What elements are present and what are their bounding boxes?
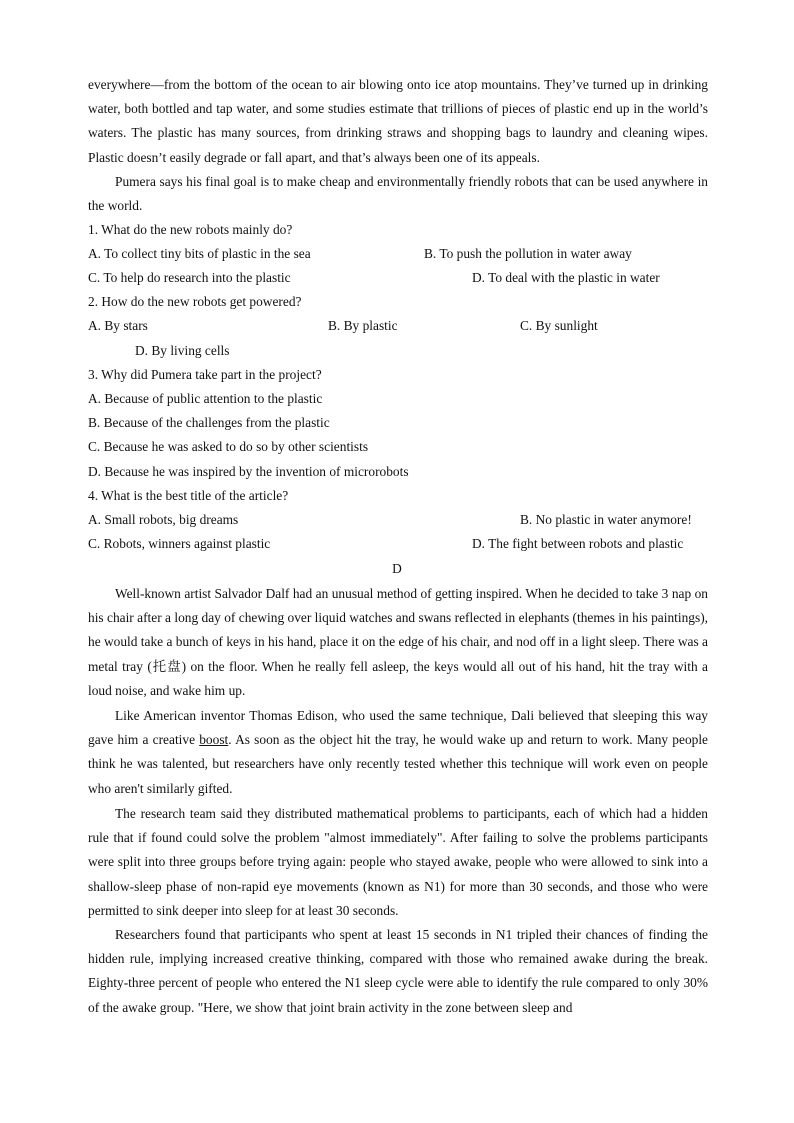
question-4-option-d[interactable]: D. The fight between robots and plastic xyxy=(472,536,684,551)
question-2-stem: 2. How do the new robots get powered? xyxy=(88,294,302,309)
question-2-option-a[interactable]: A. By stars xyxy=(88,318,148,333)
question-4-option-c[interactable]: C. Robots, winners against plastic xyxy=(88,536,271,551)
passage-d-paragraph-3: The research team said they distributed mathematical problems to participants, each of which had a hidden rule that if found could solve the problem "almost immediately". After failing to solve the problems participants were split into three groups before trying again: people who stayed awake, people who were allowed to sink into a shallow-sleep phase of non-rapid eye movements (known as N1) for more than 30 seconds, and those who were permitted to sink deeper into sleep for at least 30 seconds. xyxy=(88,806,708,918)
passage-d-paragraph-2 xyxy=(88,704,708,801)
question-1-option-b[interactable]: B. To push the pollution in water away xyxy=(424,246,632,261)
question-3-option-a[interactable]: A. Because of public attention to the plastic xyxy=(88,391,323,406)
question-1-stem: 1. What do the new robots mainly do? xyxy=(88,222,293,237)
question-2-option-c[interactable]: C. By sunlight xyxy=(520,318,598,333)
question-4-stem: 4. What is the best title of the article? xyxy=(88,488,289,503)
question-2-option-b[interactable]: B. By plastic xyxy=(328,318,398,333)
passage-d-paragraph-2-text-1: Like American inventor Thomas Edison, who used the same technique, Dali believed that sleeping this way gave him a creative xyxy=(88,708,708,748)
passage-d-paragraph-2-text-2: . As soon as the object hit the tray, he would wake up and return to work. Many people think he was talented, but researchers have only recently tested whether this technique will work even on people who aren't similarly gifted. xyxy=(88,732,708,796)
question-3-option-d[interactable]: D. Because he was inspired by the invention of microrobots xyxy=(88,464,409,479)
passage-d-paragraph-4: Researchers found that participants who spent at least 15 seconds in N1 tripled their chances of finding the hidden rule, implying increased creative thinking, compared with those who remained awake during the break. Eighty-three percent of people who entered the N1 sleep cycle were able to identify the rule compared to only 30% of the awake group. "Here, we show that joint brain activity in the zone between sleep and xyxy=(88,927,708,1015)
question-2-option-d[interactable]: D. By living cells xyxy=(135,343,230,358)
question-4-option-b[interactable]: B. No plastic in water anymore! xyxy=(520,512,692,527)
passage-d-heading: D xyxy=(392,561,402,576)
passage-c-paragraph-2: Pumera says his final goal is to make cheap and environmentally friendly robots that can be used anywhere in the world. xyxy=(88,174,708,214)
question-3-stem: 3. Why did Pumera take part in the project? xyxy=(88,367,322,382)
question-3-option-b[interactable]: B. Because of the challenges from the plastic xyxy=(88,415,330,430)
passage-d-paragraph-1: Well-known artist Salvador Dalf had an unusual method of getting inspired. When he decided to take 3 nap on his chair after a long day of chewing over liquid watches and swans reflected in elephants (themes in his paintings), he would take a bunch of keys in his hand, place it on the edge of his chair, and nod off in a light sleep. There was a metal tray (托盘) on the floor. When he really fell asleep, the keys would all out of his hand, hit the tray with a loud noise, and wake him up. xyxy=(88,586,708,698)
question-4-option-a[interactable]: A. Small robots, big dreams xyxy=(88,512,239,527)
question-1-option-d[interactable]: D. To deal with the plastic in water xyxy=(472,270,660,285)
question-1-option-c[interactable]: C. To help do research into the plastic xyxy=(88,270,291,285)
passage-c-paragraph-1: everywhere—from the bottom of the ocean to air blowing onto ice atop mountains. They’ve turned up in drinking water, both bottled and tap water, and some studies estimate that trillions of pieces of plastic end up in the world’s waters. The plastic has many sources, from drinking straws and shopping bags to laundry and cleaning wipes. Plastic doesn’t easily degrade or fall apart, and that’s always been one of its appeals. xyxy=(88,77,708,165)
question-1-option-a[interactable]: A. To collect tiny bits of plastic in the sea xyxy=(88,246,311,261)
question-3-option-c[interactable]: C. Because he was asked to do so by other scientists xyxy=(88,439,369,454)
underlined-word-boost: boost xyxy=(199,732,229,748)
